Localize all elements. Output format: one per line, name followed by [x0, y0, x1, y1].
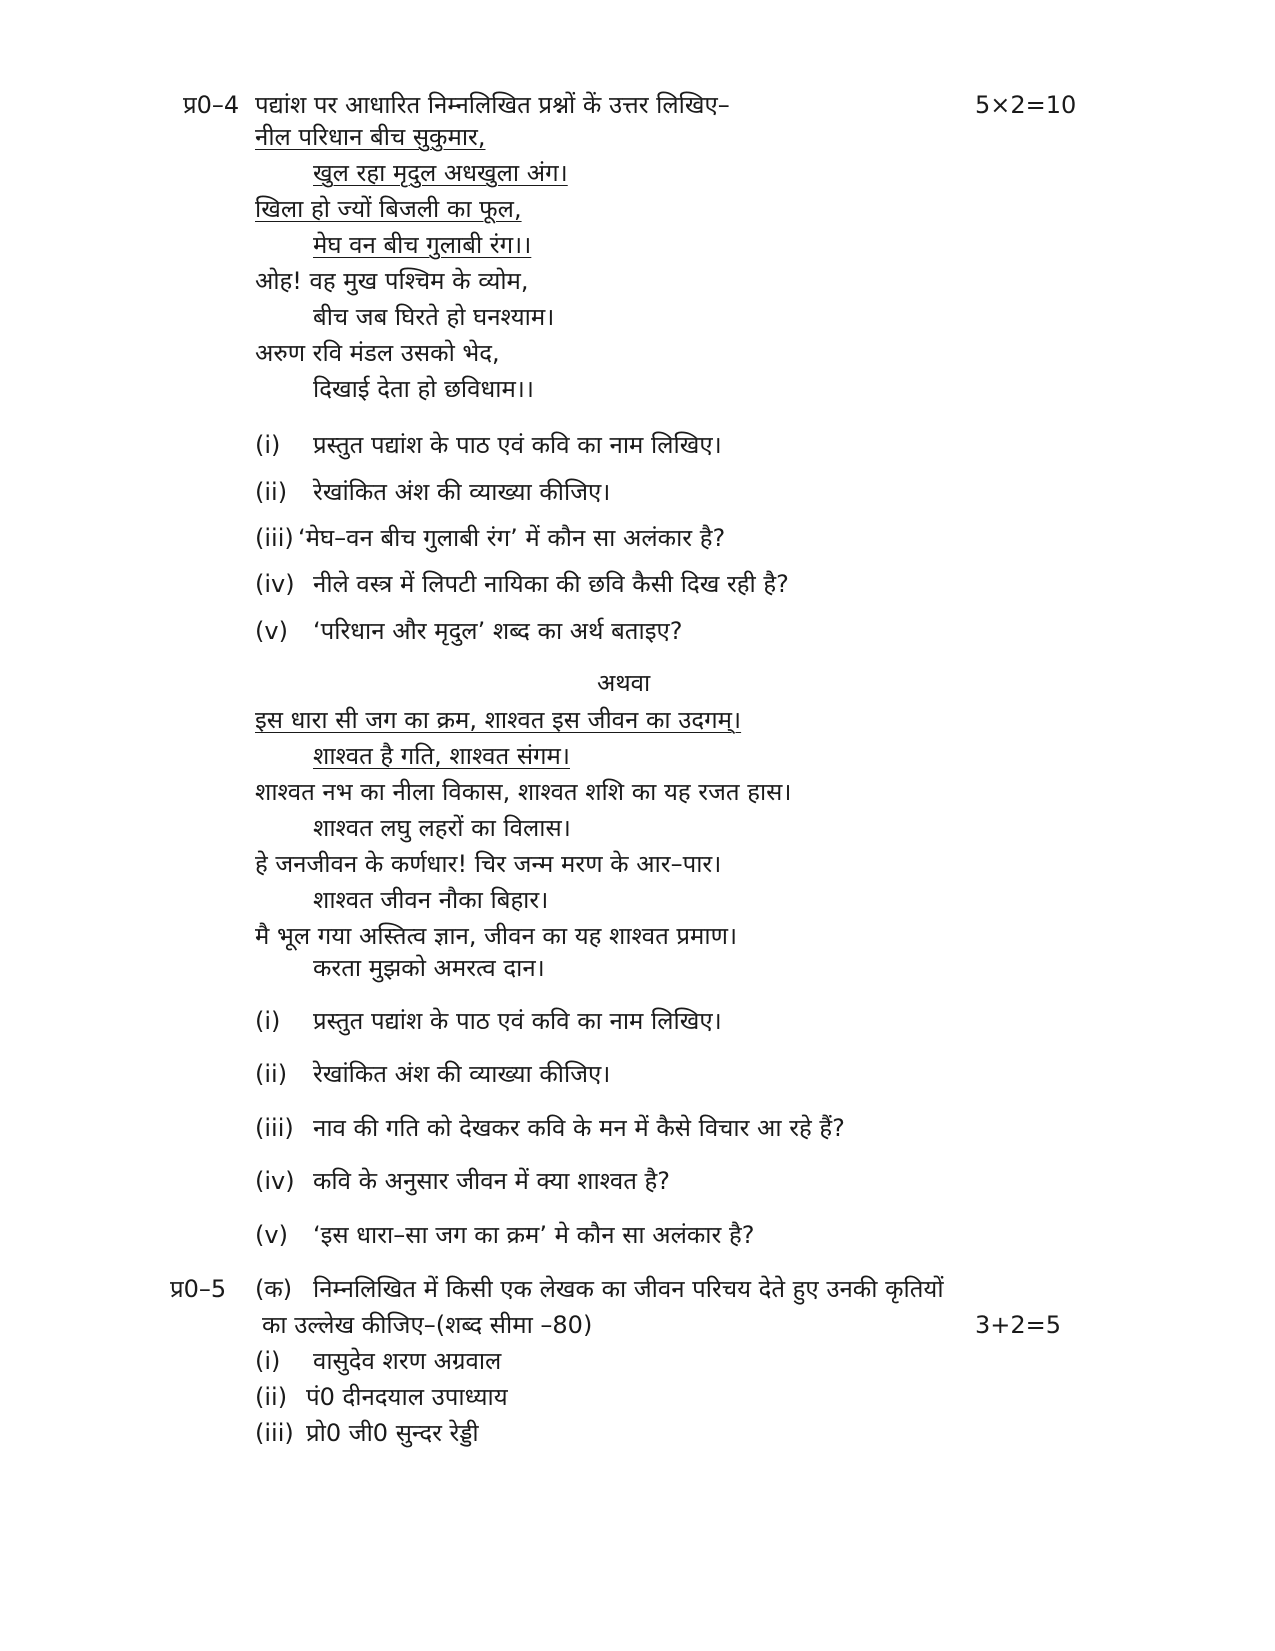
or-label: अथवा: [597, 669, 651, 697]
sub-question-text: रेखांकित अंश की व्याख्या कीजिए।: [313, 478, 611, 506]
poem-line: हे जनजीवन के कर्णधार! चिर जन्म मरण के आर–पार।: [255, 850, 722, 878]
sub-question-text: नाव की गति को देखकर कवि के मन में कैसे विचार आ रहे हैं?: [313, 1114, 845, 1142]
sub-question-text: प्रस्तुत पद्यांश के पाठ एवं कवि का नाम लिखिए।: [313, 431, 722, 459]
sub-question-number: (ii): [255, 478, 288, 506]
sub-question-text: ‘परिधान और मृदुल’ शब्द का अर्थ बताइए?: [313, 617, 683, 645]
question-part-label: (क): [255, 1275, 293, 1303]
option-text: वासुदेव शरण अग्रवाल: [313, 1347, 502, 1375]
sub-question-text: नीले वस्त्र में लिपटी नायिका की छवि कैसी दिख रही है?: [313, 570, 789, 598]
poem-line: ओह! वह मुख पश्चिम के व्योम,: [255, 267, 529, 295]
sub-question-number: (v): [255, 617, 288, 645]
poem-line: नील परिधान बीच सुकुमार,: [255, 123, 486, 151]
question-marks: 3+2=5: [975, 1311, 1062, 1339]
poem-line: शाश्वत लघु लहरों का विलास।: [313, 814, 571, 842]
option-text: प्रो0 जी0 सुन्दर रेड्डी: [306, 1419, 479, 1447]
question-instruction: निम्नलिखित में किसी एक लेखक का जीवन परिचय देते हुए उनकी कृतियों: [313, 1275, 944, 1303]
sub-question-number: (ii): [255, 1060, 288, 1088]
option-number: (i): [255, 1347, 281, 1375]
question-instruction: का उल्लेख कीजिए–(शब्द सीमा –80): [262, 1311, 593, 1339]
poem-line: बीच जब घिरते हो घनश्याम।: [313, 303, 555, 331]
poem-line: खुल रहा मृदुल अधखुला अंग।: [313, 159, 568, 187]
sub-question-number: (iii): [255, 524, 294, 552]
option-number: (iii): [255, 1419, 294, 1447]
poem-line: दिखाई देता हो छविधाम।।: [313, 375, 534, 403]
sub-question-number: (iii): [255, 1114, 294, 1142]
poem-line: मै भूल गया अस्तित्व ज्ञान, जीवन का यह शाश्वत प्रमाण।: [255, 922, 738, 950]
sub-question-number: (iv): [255, 570, 295, 598]
sub-question-number: (i): [255, 431, 281, 459]
question-number: प्र0–5: [170, 1275, 227, 1303]
poem-line: करता मुझको अमरत्व दान।: [313, 954, 545, 982]
option-number: (ii): [255, 1383, 288, 1411]
option-text: पं0 दीनदयाल उपाध्याय: [306, 1383, 508, 1411]
poem-line: शाश्वत जीवन नौका बिहार।: [313, 886, 549, 914]
question-number: प्र0–4: [183, 91, 240, 119]
question-instruction: पद्यांश पर आधारित निम्नलिखित प्रश्नों कें उत्तर लिखिए–: [255, 91, 730, 119]
poem-line: शाश्वत नभ का नीला विकास, शाश्वत शशि का यह रजत हास।: [255, 778, 792, 806]
poem-line: अरुण रवि मंडल उसको भेद,: [255, 339, 500, 367]
poem-line: इस धारा सी जग का क्रम, शाश्वत इस जीवन का उदगम्।: [255, 706, 742, 734]
poem-line: खिला हो ज्यों बिजली का फूल,: [255, 195, 522, 223]
sub-question-number: (iv): [255, 1167, 295, 1195]
sub-question-text: कवि के अनुसार जीवन में क्या शाश्वत है?: [313, 1167, 670, 1195]
sub-question-text: रेखांकित अंश की व्याख्या कीजिए।: [313, 1060, 611, 1088]
sub-question-text: प्रस्तुत पद्यांश के पाठ एवं कवि का नाम लिखिए।: [313, 1007, 722, 1035]
poem-line: शाश्वत है गति, शाश्वत संगम।: [313, 742, 570, 770]
sub-question-text: ‘मेघ–वन बीच गुलाबी रंग’ में कौन सा अलंकार है?: [298, 524, 726, 552]
question-marks: 5×2=10: [975, 91, 1077, 119]
sub-question-number: (i): [255, 1007, 281, 1035]
sub-question-text: ‘इस धारा–सा जग का क्रम’ मे कौन सा अलंकार है?: [313, 1221, 755, 1249]
sub-question-number: (v): [255, 1221, 288, 1249]
poem-line: मेघ वन बीच गुलाबी रंग।।: [313, 231, 532, 259]
